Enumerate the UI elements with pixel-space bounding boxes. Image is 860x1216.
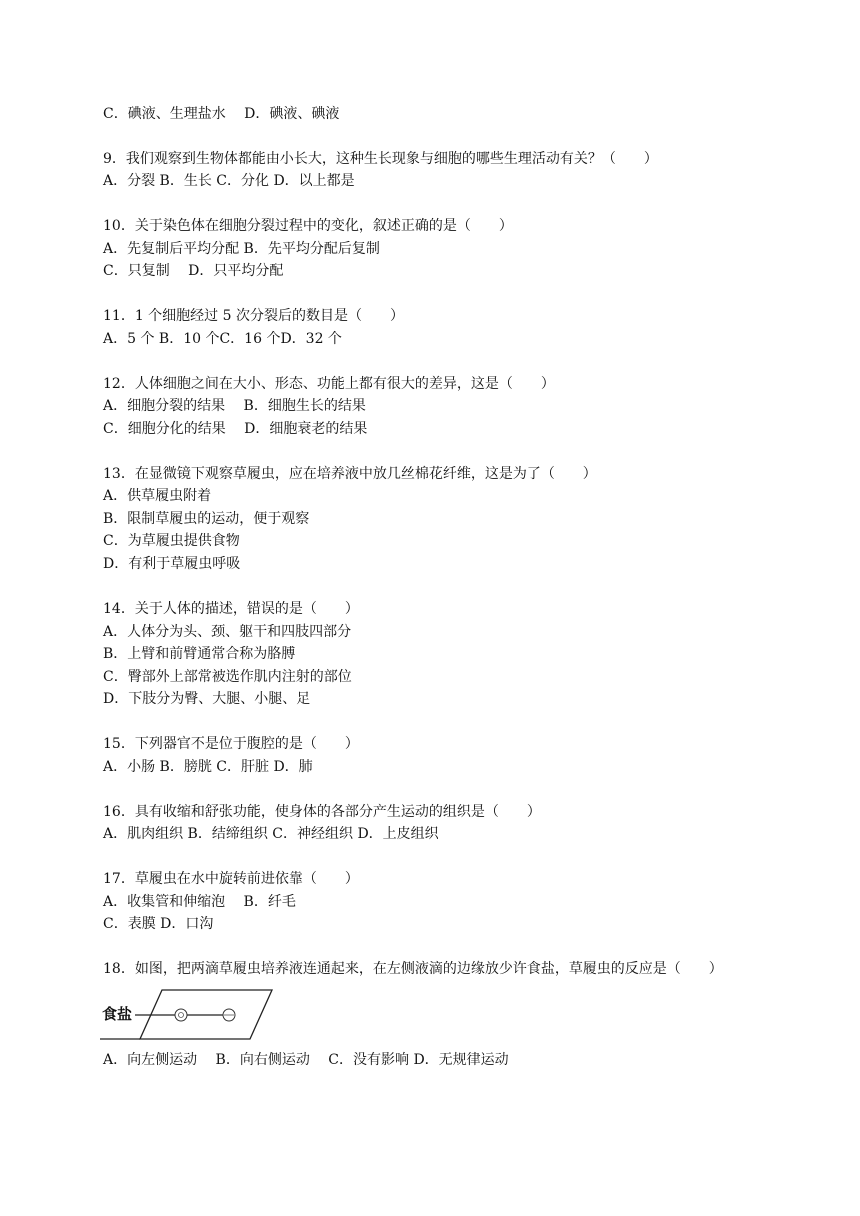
question-13-option-c: C．为草履虫提供食物: [103, 533, 240, 549]
question-9-options: A．分裂 B．生长 C．分化 D．以上都是: [103, 173, 355, 189]
question-13-stem: 13．在显微镜下观察草履虫，应在培养液中放几丝棉花纤维，这是为了（ ）: [103, 466, 597, 482]
question-15-options: A．小肠 B．膀胱 C．肝脏 D．肺: [103, 759, 313, 775]
question-12-options-ab: A．细胞分裂的结果 B．细胞生长的结果: [103, 398, 366, 414]
question-10-options-ab: A．先复制后平均分配 B．先平均分配后复制: [103, 241, 380, 257]
question-8-options-cd: C．碘液、生理盐水 D．碘液、碘液: [103, 106, 340, 122]
question-17-options-cd: C．表膜 D．口沟: [103, 916, 214, 932]
question-11-options: A．5 个 B．10 个C．16 个D．32 个: [103, 331, 342, 347]
question-9-stem: 9．我们观察到生物体都能由小长大，这种生长现象与细胞的哪些生理活动有关？（ ）: [103, 151, 658, 167]
question-17-options-ab: A．收集管和伸缩泡 B．纤毛: [103, 894, 296, 910]
question-15-stem: 15．下列器官不是位于腹腔的是（ ）: [103, 736, 359, 752]
question-14-option-d: D．下肢分为臀、大腿、小腿、足: [103, 691, 311, 707]
question-10-stem: 10．关于染色体在细胞分裂过程中的变化，叙述正确的是（ ）: [103, 218, 513, 234]
left-drop: [175, 1009, 187, 1021]
question-18-options: A．向左侧运动 B．向右侧运动 C．没有影响 D．无规律运动: [103, 1052, 509, 1068]
question-14-stem: 14．关于人体的描述，错误的是（ ）: [103, 601, 359, 617]
question-10-options-cd: C．只复制 D．只平均分配: [103, 263, 284, 279]
question-11-stem: 11．1 个细胞经过 5 次分裂后的数目是（ ）: [103, 308, 404, 324]
question-12-stem: 12．人体细胞之间在大小、形态、功能上都有很大的差异，这是（ ）: [103, 376, 555, 392]
question-13-option-b: B．限制草履虫的运动，便于观察: [103, 511, 310, 527]
question-14-option-c: C．臀部外上部常被选作肌内注射的部位: [103, 669, 352, 685]
question-16-stem: 16．具有收缩和舒张功能，使身体的各部分产生运动的组织是（ ）: [103, 804, 541, 820]
question-13-option-d: D．有利于草履虫呼吸: [103, 556, 241, 572]
question-17-stem: 17．草履虫在水中旋转前进依靠（ ）: [103, 871, 359, 887]
question-16-options: A．肌肉组织 B．结缔组织 C．神经组织 D．上皮组织: [103, 826, 439, 842]
question-12-options-cd: C．细胞分化的结果 D．细胞衰老的结果: [103, 421, 368, 437]
paramecium-salt-figure: [100, 989, 275, 1041]
question-13-option-a: A．供草履虫附着: [103, 488, 212, 504]
question-14-option-b: B．上臂和前臂通常合称为胳膊: [103, 646, 296, 662]
left-drop-inner: [179, 1013, 184, 1018]
question-18-stem: 18．如图，把两滴草履虫培养液连通起来，在左侧液滴的边缘放少许食盐，草履虫的反应是（ ）: [103, 961, 723, 977]
question-14-option-a: A．人体分为头、颈、躯干和四肢四部分: [103, 624, 352, 640]
salt-label: 食盐: [102, 1005, 133, 1023]
